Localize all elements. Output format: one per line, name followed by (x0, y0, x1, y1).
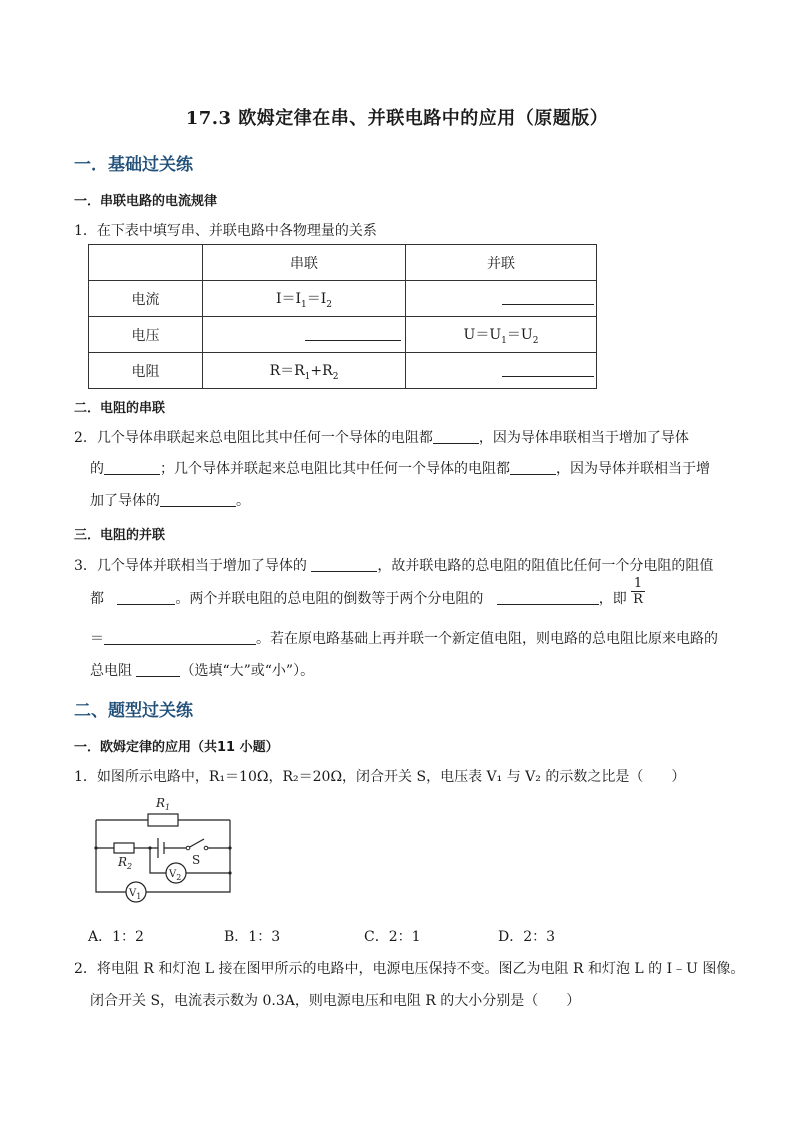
table-row (89, 281, 597, 317)
section-heading-practice: 二、题型过关练 (74, 701, 193, 721)
label-r2: $R_2$ (118, 855, 133, 871)
table-header-cell: 串联 (203, 245, 406, 281)
series-voltage-blank[interactable] (203, 317, 406, 353)
answer-blank[interactable] (104, 460, 160, 475)
answer-blank[interactable] (497, 590, 599, 605)
answer-blank[interactable] (117, 590, 175, 605)
series-resistance-formula: $R=R_1+R_2$ (203, 353, 406, 389)
parallel-resistance-blank[interactable] (406, 353, 597, 389)
question-1-text: 1．在下表中填写串、并联电路中各物理量的关系 (74, 223, 377, 239)
problem-2-line-2: 闭合开关 S，电流表示数为 0.3A，则电源电压和电阻 R 的大小分别是（ ） (90, 993, 581, 1009)
answer-blank[interactable] (136, 662, 180, 677)
answer-blank[interactable] (433, 429, 479, 444)
answer-blank[interactable] (311, 557, 377, 572)
resistor-r2 (114, 843, 134, 853)
series-current-formula: $I=I_1=I_2$ (203, 281, 406, 317)
subheading-series-current: 一．串联电路的电流规律 (74, 194, 218, 209)
question-3-line-4: 总电阻 （选填“大”或“小”）。 (90, 663, 315, 679)
question-2-line-3: 加了导体的 。 (90, 493, 250, 509)
resistor-r1 (148, 814, 178, 826)
row-label: 电压 (89, 317, 203, 353)
table-header-cell: 并联 (406, 245, 597, 281)
question-3-line-3: ＝ 。若在原电路基础上再并联一个新定值电阻，则电路的总电阻比原来电路的 (90, 631, 718, 647)
answer-blank[interactable] (510, 460, 556, 475)
subheading-series-resistance: 二．电阻的串联 (74, 401, 166, 416)
choice-a[interactable]: A．1：2 (88, 929, 144, 945)
section-heading-basic: 一．基础过关练 (74, 155, 193, 175)
parallel-current-blank[interactable] (406, 281, 597, 317)
problem-1-text: 1．如图所示电路中，R₁＝10Ω，R₂＝20Ω，闭合开关 S，电压表 V₁ 与 V₂ 的示数之比是（ ） (74, 769, 686, 785)
choice-b[interactable]: B．1：3 (224, 929, 281, 945)
question-3-line-1: 3．几个导体并联相当于增加了导体的 ，故并联电路的总电阻的阻值比任何一个分电阻的阻值 (74, 558, 714, 574)
question-2-line-1: 2．几个导体串联起来总电阻比其中任何一个导体的电阻都 ，因为导体串联相当于增加了导体 (74, 430, 689, 446)
answer-blank[interactable] (160, 492, 236, 507)
relation-table (88, 244, 597, 389)
subheading-ohms-law: 一．欧姆定律的应用（共11 小题） (74, 740, 279, 755)
row-label: 电阻 (89, 353, 203, 389)
label-v2: $V_2$ (169, 869, 182, 882)
choice-d[interactable]: D．2：3 (498, 929, 556, 945)
table-row (89, 317, 597, 353)
choice-c[interactable]: C．2：1 (364, 929, 421, 945)
question-2-line-2: 的 ；几个导体并联起来总电阻比其中任何一个导体的电阻都 ，因为导体并联相当于增 (90, 461, 710, 477)
label-switch: S (192, 853, 201, 867)
page-title: 17.3 欧姆定律在串、并联电路中的应用（原题版） (185, 108, 609, 129)
table-row (89, 353, 597, 389)
subheading-parallel-resistance: 三．电阻的并联 (74, 528, 166, 543)
label-r1: $R_1$ (156, 796, 171, 812)
circuit-diagram (88, 792, 248, 916)
reciprocal-fraction: $\frac{1}{R}$ (633, 575, 643, 607)
table-header-row (89, 245, 597, 281)
answer-blank[interactable] (104, 630, 256, 645)
row-label: 电流 (89, 281, 203, 317)
label-v1: $V_1$ (129, 888, 142, 901)
question-3-line-2: 都 。两个并联电阻的总电阻的倒数等于两个分电阻的 ，即 $\frac{1}{R}$ (90, 575, 643, 607)
table-header-cell (89, 245, 203, 281)
parallel-voltage-formula: $U=U_1=U_2$ (406, 317, 597, 353)
problem-2-line-1: 2．将电阻 R 和灯泡 L 接在图甲所示的电路中，电源电压保持不变。图乙为电阻 R 和灯泡 L 的 I﹣U 图像。 (74, 961, 745, 977)
